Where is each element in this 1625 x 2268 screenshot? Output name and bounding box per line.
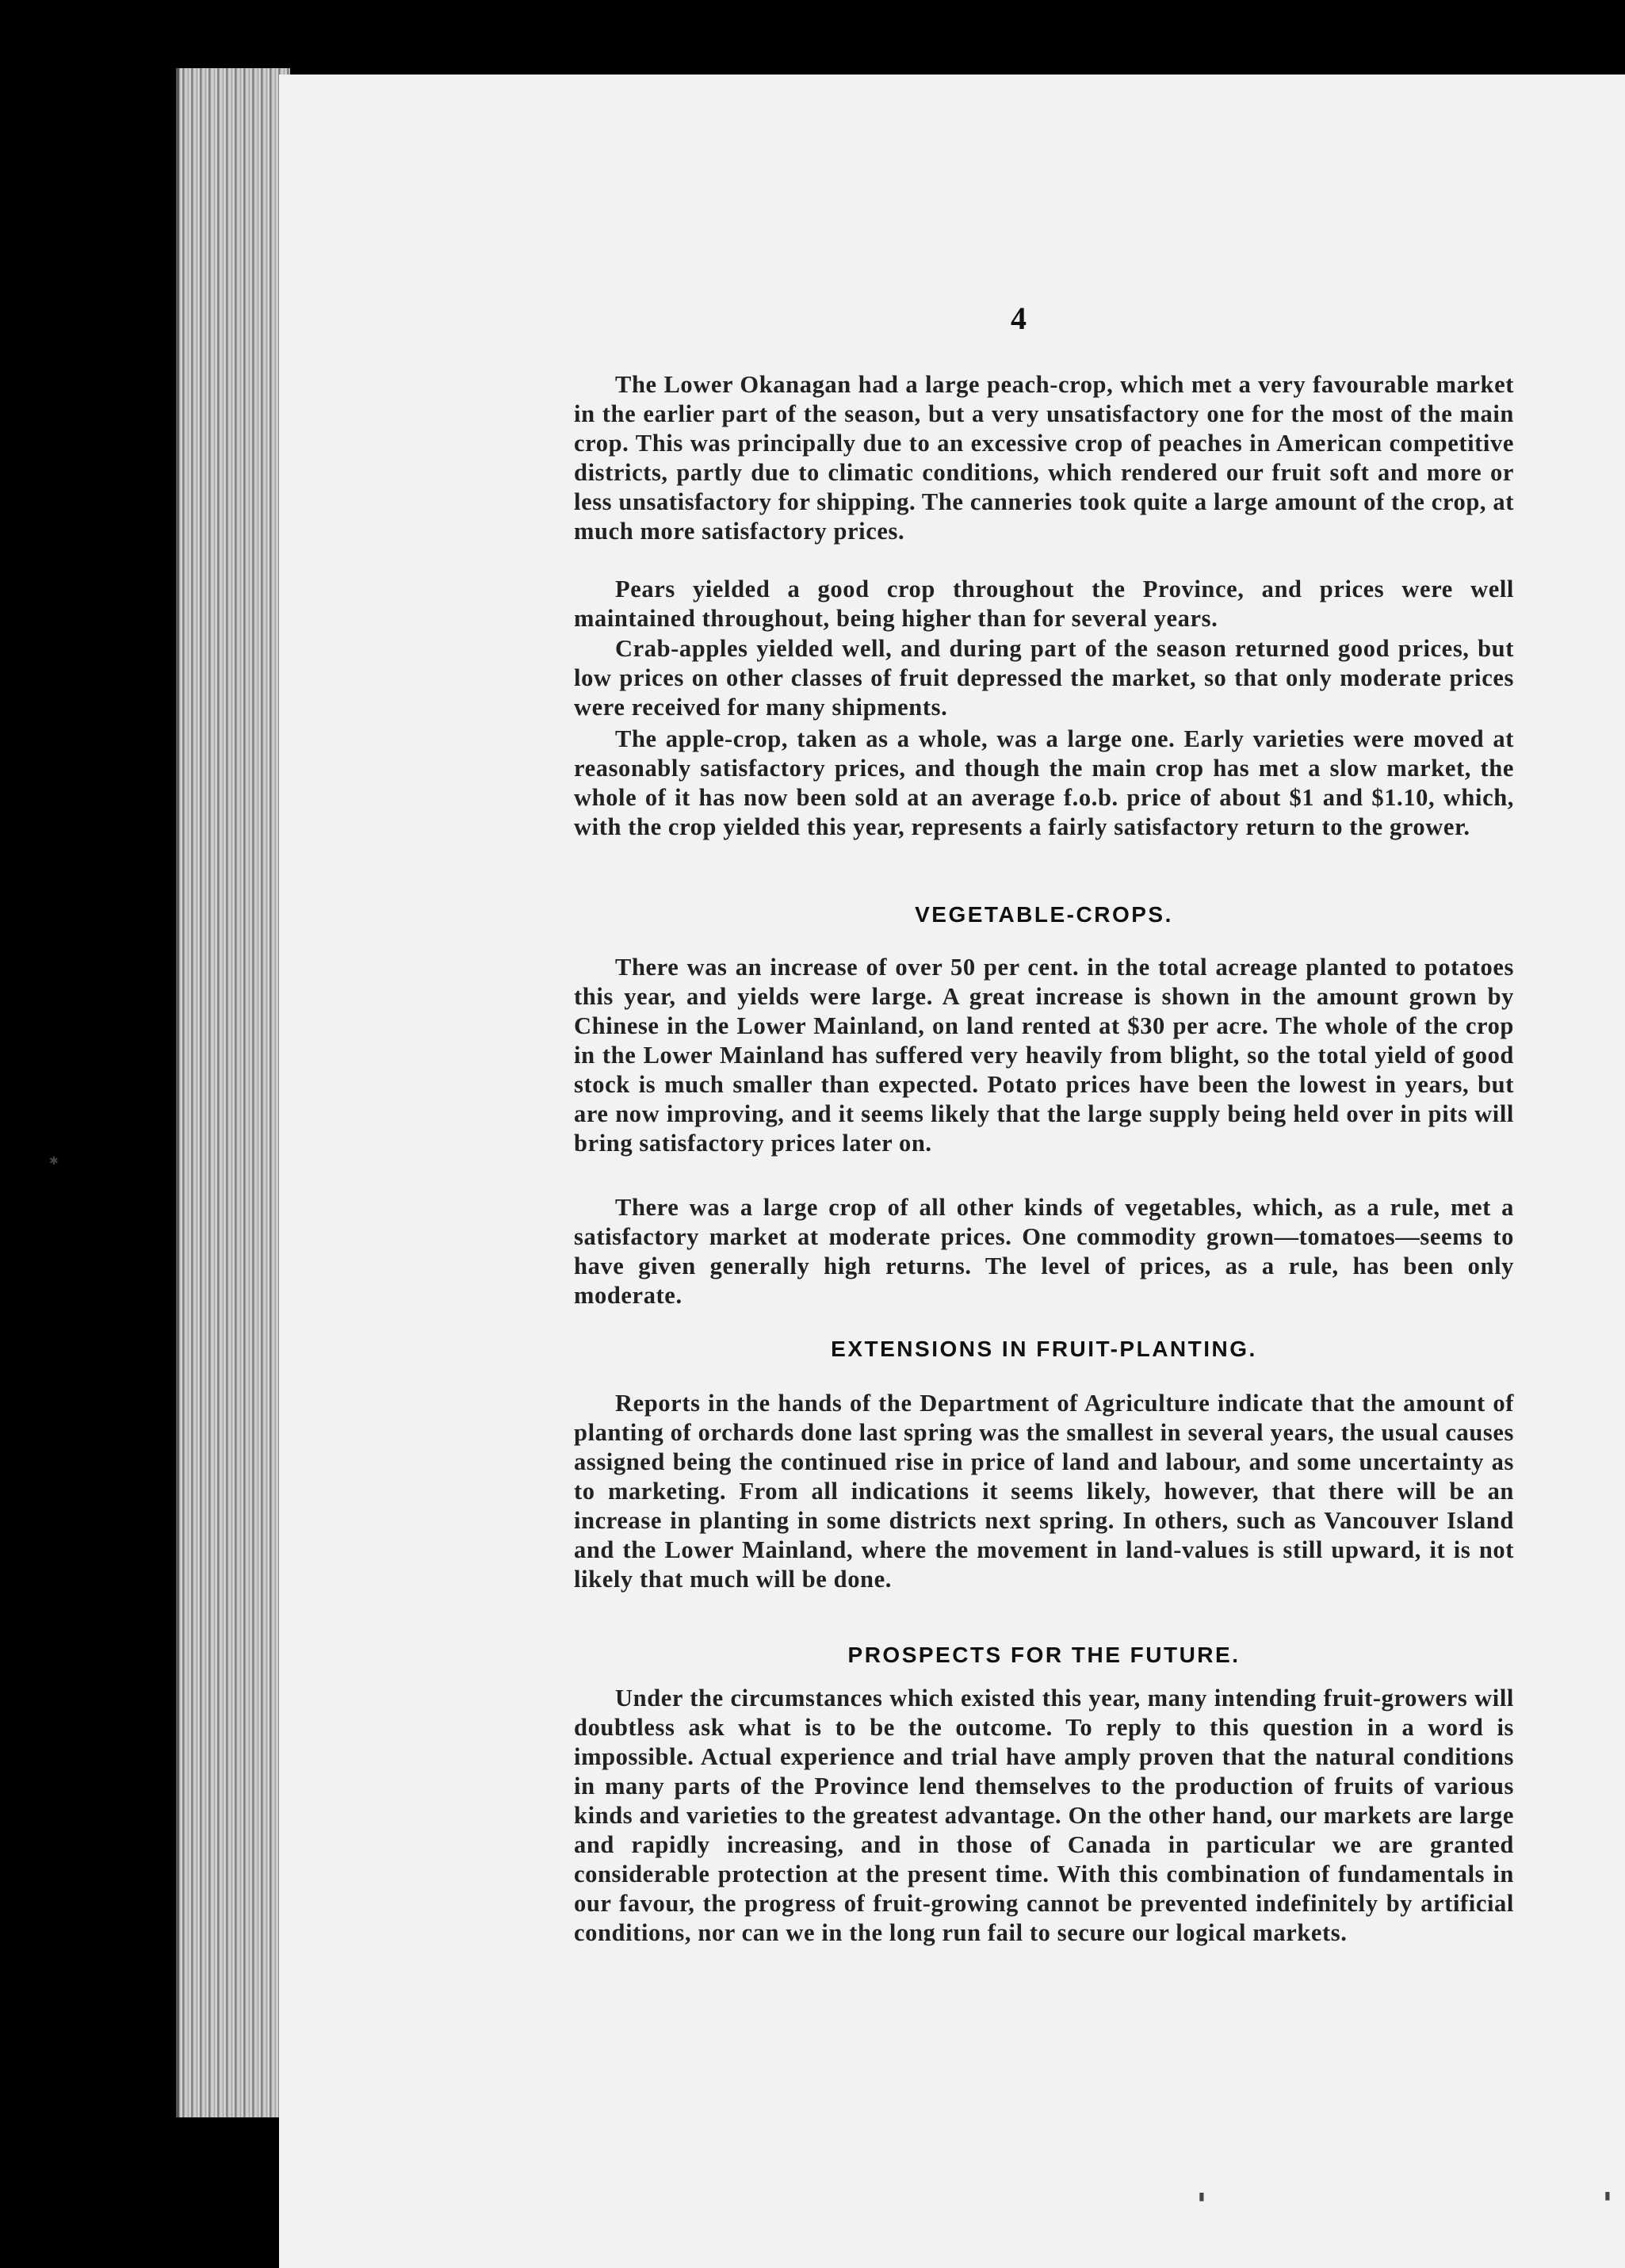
paragraph-apple-crop: The apple-crop, taken as a whole, was a large one. Early varieties were moved at reasonably satisfactory prices, and though the main crop has met a slow market, the whole of it has now been sold at an average f.o.b. price of about $1 and $1.10, which, with the crop yielded this year, represents a fairly satisfactory return to the grower. xyxy=(574,725,1514,840)
scan-speck: ▮ xyxy=(1199,2191,1205,2203)
book-page-edges xyxy=(176,68,290,2117)
paragraph-prospects: Under the circumstances which existed this year, many intending fruit-growers will doubtless ask what is to be the outcome. To reply to this question in a word is impossible. Actual experience and trial have amply proven that the natural conditions in many parts of the Province lend themselves to the production of fruits of various kinds and varieties to the greatest advantage. On the other hand, our markets are large and rapidly increasing, and in those of Canada in particular we are granted considerable protection at the present time. With this combination of fundamentals in our favour, the progress of fruit-growing cannot be prevented indefinitely by artificial conditions, nor can we in the long run fail to secure our logical markets. xyxy=(574,1685,1514,1946)
paragraph-peach-crop: The Lower Okanagan had a large peach-crop, which met a very favourable market in the earlier part of the season, but a very unsatisfactory one for the most of the main crop. This was principally due to an excessive crop of peaches in American competitive districts, partly due to climatic conditions, which rendered our fruit soft and more or less unsatisfactory for shipping. The canneries took quite a large amount of the crop, at much more satisfactory prices. xyxy=(574,371,1514,545)
paragraph-orchard-planting: Reports in the hands of the Department of Agriculture indicate that the amount of planting of orchards done last spring was the smallest in several years, the usual causes assigned being the continued rise in price of land and labour, and some uncertainty as to marketing. From all indications it seems likely, however, that there will be an increase in planting in some districts next spring. In others, such as Vancouver Island and the Lower Mainland, where the movement in land-values is still upward, it is not likely that much will be done. xyxy=(574,1390,1514,1593)
paragraph-potatoes: There was an increase of over 50 per cent. in the total acreage planted to potatoes this year, and yields were large. A great increase is shown in the amount grown by Chinese in the Lower Mainland, on land rented at $30 per acre. The whole of the crop in the Lower Mainland has suffered very heavily from blight, so the total yield of good stock is much smaller than expected. Potato prices have been the lowest in years, but are now improving, and it seems likely that the large supply being held over in pits will bring satisfactory prices later on. xyxy=(574,954,1514,1157)
page-number: 4 xyxy=(1011,300,1027,336)
paragraph-other-vegetables: There was a large crop of all other kinds of vegetables, which, as a rule, met a satisfactory market at moderate prices. One commodity grown—tomatoes—seems to have given generally high returns. The level of prices, as a rule, has been only moderate. xyxy=(574,1194,1514,1309)
heading-prospects-future: PROSPECTS FOR THE FUTURE. xyxy=(847,1643,1241,1667)
paragraph-crab-apples: Crab-apples yielded well, and during part of the season returned good prices, but low prices on other classes of fruit depressed the market, so that only moderate prices were received for many shipments. xyxy=(574,635,1514,721)
scan-speck: ▮ xyxy=(1604,2190,1611,2202)
paragraph-pears: Pears yielded a good crop throughout the Province, and prices were well maintained throughout, being higher than for several years. xyxy=(574,576,1514,632)
scan-speck: ✱ xyxy=(49,1156,59,1168)
heading-extensions-fruit-planting: EXTENSIONS IN FRUIT-PLANTING. xyxy=(831,1337,1257,1361)
heading-vegetable-crops: VEGETABLE-CROPS. xyxy=(915,902,1173,927)
